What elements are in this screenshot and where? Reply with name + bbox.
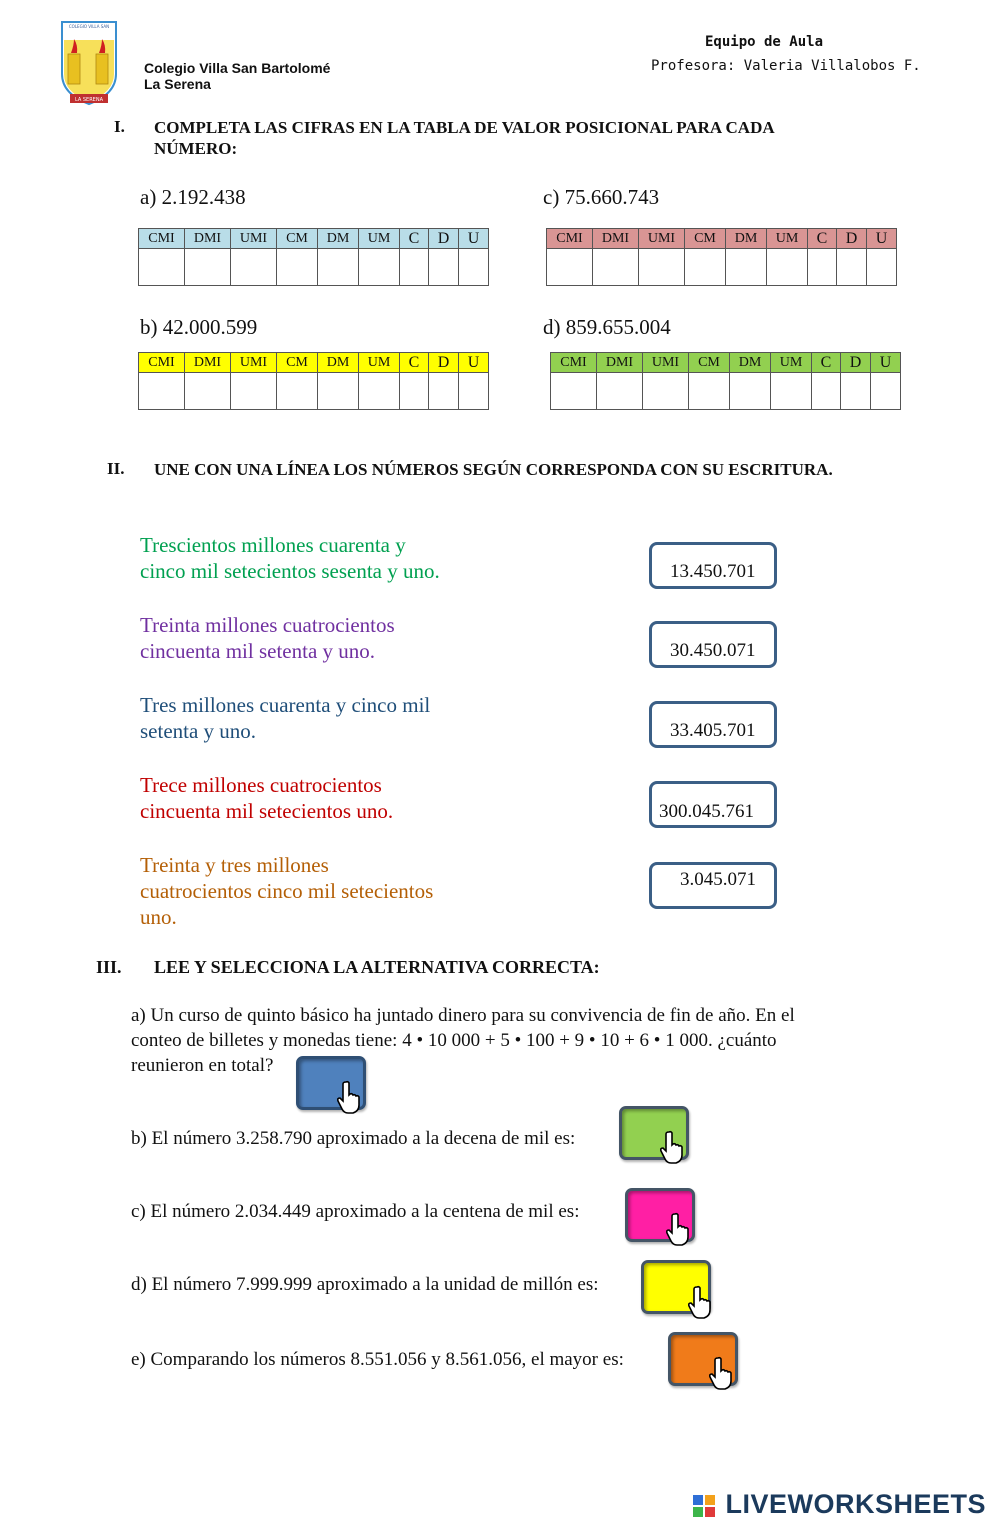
phrase-line: Trece millones cuatrocientos	[140, 773, 382, 797]
col-header: DMI	[185, 229, 231, 249]
number-box-1[interactable]	[649, 542, 777, 589]
digit-cell[interactable]	[277, 373, 318, 410]
digit-cell[interactable]	[547, 249, 593, 286]
hand-pointer-icon	[709, 1356, 739, 1390]
digit-cell[interactable]	[597, 373, 643, 410]
phrase-line: cinco mil setecientos sesenta y uno.	[140, 559, 440, 583]
phrase-line: Treinta millones cuatrocientos	[140, 613, 395, 637]
place-value-table-d	[550, 352, 901, 410]
digit-cell[interactable]	[639, 249, 685, 286]
col-header: D	[429, 229, 459, 249]
number-label-b: b) 42.000.599	[140, 315, 258, 339]
phrase-line: cincuenta mil setecientos uno.	[140, 799, 394, 823]
col-header: U	[867, 229, 897, 249]
hand-pointer-icon	[688, 1285, 718, 1319]
liveworksheets-brand: LIVEWORKSHEETS	[725, 1489, 986, 1519]
digit-cell[interactable]	[730, 373, 771, 410]
col-header: U	[459, 353, 489, 373]
col-header: CM	[689, 353, 730, 373]
digit-cell[interactable]	[359, 373, 400, 410]
col-header: C	[812, 353, 841, 373]
number-label-d: d) 859.655.004	[543, 315, 671, 339]
liveworksheets-logo-icon	[692, 1494, 716, 1518]
col-header: CM	[685, 229, 726, 249]
section1-title-line1: COMPLETA LAS CIFRAS EN LA TABLA DE VALOR POSICIONAL PARA CADA	[154, 118, 775, 137]
digit-cell[interactable]	[277, 249, 318, 286]
teacher-label: Profesora: Valeria Villalobos F.	[651, 58, 921, 74]
question-e: e) Comparando los números 8.551.056 y 8.561.056, el mayor es:	[131, 1349, 624, 1370]
school-line1: Colegio Villa San Bartolomé	[144, 60, 331, 76]
col-header: C	[400, 229, 429, 249]
phrase-line: cincuenta mil setenta y uno.	[140, 639, 376, 663]
digit-cell[interactable]	[400, 373, 429, 410]
number-box-4[interactable]	[649, 781, 777, 828]
col-header: C	[808, 229, 837, 249]
col-header: CM	[277, 353, 318, 373]
number-box-3[interactable]	[649, 701, 777, 748]
phrase-line: Treinta y tres millones	[140, 853, 329, 877]
col-header: UM	[359, 353, 400, 373]
digit-cell[interactable]	[841, 373, 871, 410]
hand-pointer-icon	[337, 1080, 367, 1114]
hand-pointer-icon	[660, 1130, 690, 1164]
phrase-1[interactable]	[140, 532, 440, 584]
digit-cell[interactable]	[871, 373, 901, 410]
place-value-table-a	[138, 228, 489, 286]
section3-title: LEE Y SELECCIONA LA ALTERNATIVA CORRECTA:	[154, 957, 600, 977]
number-value: 30.450.071	[670, 640, 756, 661]
digit-cell[interactable]	[689, 373, 730, 410]
school-line2: La Serena	[144, 76, 211, 92]
place-value-table-c	[546, 228, 897, 286]
digit-cell[interactable]	[812, 373, 841, 410]
col-header: D	[837, 229, 867, 249]
col-header: UMI	[231, 229, 277, 249]
digit-cell[interactable]	[726, 249, 767, 286]
school-name	[144, 60, 330, 92]
col-header: CMI	[139, 353, 185, 373]
phrase-line: Tres millones cuarenta y cinco mil	[140, 693, 431, 717]
col-header: U	[871, 353, 901, 373]
col-header: C	[400, 353, 429, 373]
section1-title-line2: NÚMERO:	[154, 139, 238, 158]
col-header: DMI	[185, 353, 231, 373]
digit-cell[interactable]	[139, 373, 185, 410]
digit-cell[interactable]	[551, 373, 597, 410]
digit-cell[interactable]	[771, 373, 812, 410]
digit-cell[interactable]	[837, 249, 867, 286]
team-label: Equipo de Aula	[705, 34, 824, 50]
digit-cell[interactable]	[185, 249, 231, 286]
section1-number: I.	[114, 117, 125, 136]
number-value: 13.450.701	[670, 561, 756, 582]
digit-cell[interactable]	[459, 373, 489, 410]
digit-cell[interactable]	[767, 249, 808, 286]
question-line: conteo de billetes y monedas tiene: 4 • 10 000 + 5 • 100 + 9 • 10 + 6 • 1 000. ¿cuánto	[131, 1030, 777, 1051]
col-header: CMI	[139, 229, 185, 249]
section2-number: II.	[107, 459, 125, 478]
col-header: D	[841, 353, 871, 373]
question-d: d) El número 7.999.999 aproximado a la unidad de millón es:	[131, 1274, 599, 1295]
number-value: 33.405.701	[670, 720, 756, 741]
number-value: 300.045.761	[659, 801, 754, 822]
digit-cell[interactable]	[400, 249, 429, 286]
section1-title	[154, 117, 775, 159]
col-header: CM	[277, 229, 318, 249]
question-line: reunieron en total?	[131, 1055, 274, 1076]
school-logo	[58, 20, 120, 106]
col-header: D	[429, 353, 459, 373]
digit-cell[interactable]	[429, 373, 459, 410]
number-box-5[interactable]	[649, 862, 777, 909]
hand-pointer-icon	[666, 1212, 696, 1246]
col-header: DM	[318, 353, 359, 373]
col-header: DMI	[597, 353, 643, 373]
col-header: UM	[767, 229, 808, 249]
phrase-line: uno.	[140, 905, 177, 929]
col-header: DM	[730, 353, 771, 373]
digit-cell[interactable]	[808, 249, 837, 286]
col-header: DM	[318, 229, 359, 249]
section2-title: UNE CON UNA LÍNEA LOS NÚMEROS SEGÚN CORRESPONDA CON SU ESCRITURA.	[154, 460, 833, 479]
digit-cell[interactable]	[459, 249, 489, 286]
phrase-5[interactable]	[140, 852, 433, 930]
logo-text-bottom: LA SERENA	[74, 97, 104, 103]
digit-cell[interactable]	[139, 249, 185, 286]
number-label-c: c) 75.660.743	[543, 185, 660, 209]
col-header: UMI	[639, 229, 685, 249]
col-header: U	[459, 229, 489, 249]
question-line: a) Un curso de quinto básico ha juntado dinero para su convivencia de fin de año. En el	[131, 1005, 795, 1026]
digit-cell[interactable]	[359, 249, 400, 286]
phrase-2[interactable]	[140, 612, 395, 664]
digit-cell[interactable]	[231, 373, 277, 410]
col-header: DMI	[593, 229, 639, 249]
col-header: CMI	[551, 353, 597, 373]
digit-cell[interactable]	[643, 373, 689, 410]
phrase-line: cuatrocientos cinco mil setecientos	[140, 879, 434, 903]
col-header: UMI	[643, 353, 689, 373]
digit-cell[interactable]	[318, 373, 359, 410]
question-c: c) El número 2.034.449 aproximado a la centena de mil es:	[131, 1201, 580, 1222]
digit-cell[interactable]	[685, 249, 726, 286]
col-header: UMI	[231, 353, 277, 373]
digit-cell[interactable]	[867, 249, 897, 286]
digit-cell[interactable]	[429, 249, 459, 286]
phrase-line: setenta y uno.	[140, 719, 257, 743]
col-header: DM	[726, 229, 767, 249]
number-label-a: a) 2.192.438	[140, 185, 246, 209]
phrase-3[interactable]	[140, 692, 430, 744]
phrase-line: Trescientos millones cuarenta y	[140, 533, 406, 557]
logo-text-top: COLEGIO VILLA SAN	[68, 24, 110, 29]
digit-cell[interactable]	[185, 373, 231, 410]
question-a	[131, 1003, 795, 1078]
digit-cell[interactable]	[318, 249, 359, 286]
place-value-table-b	[138, 352, 489, 410]
question-b: b) El número 3.258.790 aproximado a la decena de mil es:	[131, 1128, 576, 1149]
col-header: UM	[359, 229, 400, 249]
phrase-4[interactable]	[140, 772, 393, 824]
number-box-2[interactable]	[649, 621, 777, 668]
number-value: 3.045.071	[680, 869, 756, 890]
section3-number: III.	[96, 957, 122, 977]
digit-cell[interactable]	[231, 249, 277, 286]
col-header: CMI	[547, 229, 593, 249]
col-header: UM	[771, 353, 812, 373]
digit-cell[interactable]	[593, 249, 639, 286]
